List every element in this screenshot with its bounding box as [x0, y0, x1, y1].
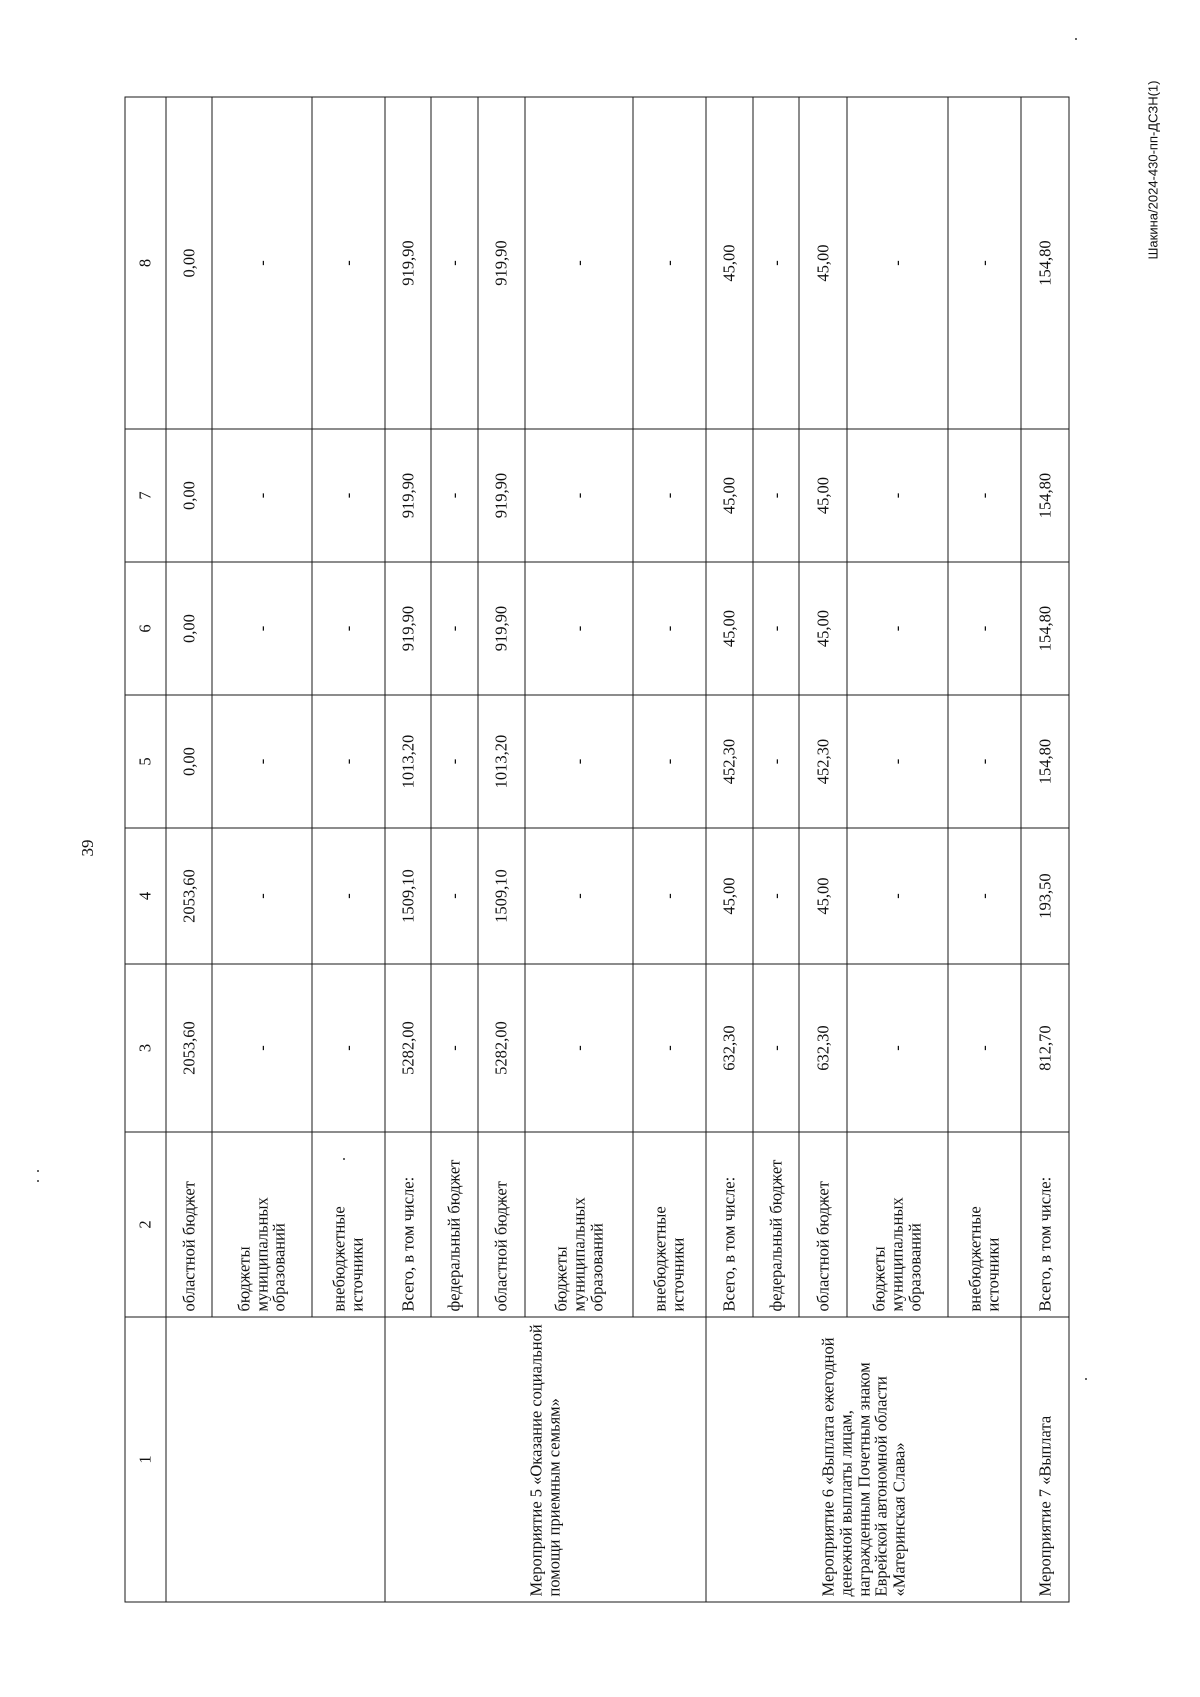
value-cell: -	[312, 97, 385, 429]
event-name-cell	[166, 1317, 385, 1602]
value-cell: -	[633, 429, 706, 562]
value-cell: 5282,00	[385, 964, 431, 1132]
value-cell: -	[633, 828, 706, 964]
value-cell: -	[753, 964, 799, 1132]
value-cell: -	[847, 562, 948, 695]
value-cell: -	[212, 97, 311, 429]
document-code: Шакина/2024-430-пп-ДСЗН(1)	[1145, 80, 1161, 260]
table-row	[385, 97, 431, 1602]
value-cell: 154,80	[1021, 695, 1069, 828]
funding-source: федеральный бюджет	[753, 1132, 799, 1317]
value-cell: -	[525, 828, 633, 964]
value-cell: -	[312, 562, 385, 695]
value-cell: 0,00	[166, 97, 212, 429]
value-cell: -	[431, 695, 477, 828]
value-cell: -	[633, 695, 706, 828]
value-cell: 452,30	[706, 695, 752, 828]
value-cell: 154,80	[1021, 562, 1069, 695]
value-cell: -	[753, 97, 799, 429]
value-cell: -	[525, 964, 633, 1132]
value-cell: -	[753, 429, 799, 562]
value-cell: -	[948, 429, 1021, 562]
value-cell: -	[525, 562, 633, 695]
value-cell: 45,00	[706, 97, 752, 429]
value-cell: -	[431, 97, 477, 429]
value-cell: -	[212, 562, 311, 695]
value-cell: 45,00	[799, 429, 846, 562]
column-number: 1	[125, 1317, 166, 1602]
value-cell: 1013,20	[478, 695, 525, 828]
value-cell: 919,90	[478, 429, 525, 562]
value-cell: -	[753, 828, 799, 964]
funding-source: бюджеты муниципальных образований	[847, 1132, 948, 1317]
value-cell: -	[525, 429, 633, 562]
value-cell: -	[525, 97, 633, 429]
value-cell: -	[431, 429, 477, 562]
value-cell: 45,00	[799, 562, 846, 695]
column-number: 4	[125, 828, 166, 964]
budget-table-rotated	[125, 98, 1070, 1603]
scan-speck	[1075, 38, 1077, 40]
value-cell: -	[212, 429, 311, 562]
column-number: 7	[125, 429, 166, 562]
funding-source: внебюджетные источники	[633, 1132, 706, 1317]
value-cell: 0,00	[166, 429, 212, 562]
value-cell: -	[847, 97, 948, 429]
funding-source: Всего, в том числе:	[385, 1132, 431, 1317]
funding-source: областной бюджет	[166, 1132, 212, 1317]
scan-speck	[37, 1170, 39, 1172]
funding-source: бюджеты муниципальных образований	[212, 1132, 311, 1317]
value-cell: 5282,00	[478, 964, 525, 1132]
value-cell: 1509,10	[385, 828, 431, 964]
funding-source: областной бюджет	[799, 1132, 846, 1317]
event-6-title: Мероприятие 6 «Выплата ежегодной денежной выплаты лицам, награжденным Почетным знаком Еврейской автономной области «Материнская Слава»	[706, 1317, 1021, 1602]
value-cell: 1013,20	[385, 695, 431, 828]
value-cell: -	[431, 562, 477, 695]
value-cell: 919,90	[385, 562, 431, 695]
value-cell: -	[847, 429, 948, 562]
value-cell: 812,70	[1021, 964, 1069, 1132]
funding-source: внебюджетные источники	[312, 1132, 385, 1317]
table-row	[1021, 97, 1069, 1602]
scan-speck	[1085, 1378, 1087, 1380]
value-cell: 919,90	[385, 97, 431, 429]
value-cell: 45,00	[706, 562, 752, 695]
event-5-title: Мероприятие 5 «Оказание социальной помощи приемным семьям»	[385, 1317, 706, 1602]
column-number: 5	[125, 695, 166, 828]
value-cell: -	[633, 562, 706, 695]
value-cell: 154,80	[1021, 429, 1069, 562]
value-cell: -	[312, 429, 385, 562]
value-cell: 0,00	[166, 562, 212, 695]
value-cell: 919,90	[385, 429, 431, 562]
value-cell: 919,90	[478, 97, 525, 429]
budget-table	[125, 97, 1070, 1603]
column-number: 3	[125, 964, 166, 1132]
value-cell: 2053,60	[166, 828, 212, 964]
value-cell: 452,30	[799, 695, 846, 828]
value-cell: 1509,10	[478, 828, 525, 964]
value-cell: 45,00	[706, 429, 752, 562]
funding-source: федеральный бюджет	[431, 1132, 477, 1317]
value-cell: -	[948, 695, 1021, 828]
value-cell: -	[948, 828, 1021, 964]
page-number: 39	[78, 839, 97, 857]
value-cell: 632,30	[706, 964, 752, 1132]
value-cell: 193,50	[1021, 828, 1069, 964]
value-cell: 45,00	[799, 828, 846, 964]
value-cell: 154,80	[1021, 97, 1069, 429]
value-cell: -	[212, 964, 311, 1132]
value-cell: 0,00	[166, 695, 212, 828]
value-cell: -	[948, 97, 1021, 429]
value-cell: -	[525, 695, 633, 828]
funding-source: Всего, в том числе:	[1021, 1132, 1069, 1317]
value-cell: 45,00	[706, 828, 752, 964]
value-cell: -	[847, 828, 948, 964]
column-number: 2	[125, 1132, 166, 1317]
value-cell: -	[948, 964, 1021, 1132]
funding-source: внебюджетные источники	[948, 1132, 1021, 1317]
value-cell: -	[948, 562, 1021, 695]
value-cell: -	[312, 828, 385, 964]
funding-source: бюджеты муниципальных образований	[525, 1132, 633, 1317]
value-cell: -	[212, 695, 311, 828]
value-cell: -	[847, 695, 948, 828]
table-row	[706, 97, 752, 1602]
value-cell: -	[431, 828, 477, 964]
event-7-title: Мероприятие 7 «Выплата	[1021, 1317, 1069, 1602]
value-cell: -	[633, 97, 706, 429]
scan-speck	[37, 1180, 39, 1182]
column-number: 6	[125, 562, 166, 695]
column-number: 8	[125, 97, 166, 429]
funding-source: Всего, в том числе:	[706, 1132, 752, 1317]
table-row	[166, 97, 212, 1602]
value-cell: -	[312, 964, 385, 1132]
value-cell: -	[212, 828, 311, 964]
value-cell: 919,90	[478, 562, 525, 695]
value-cell: 632,30	[799, 964, 846, 1132]
value-cell: -	[633, 964, 706, 1132]
value-cell: -	[312, 695, 385, 828]
value-cell: -	[753, 695, 799, 828]
funding-source: областной бюджет	[478, 1132, 525, 1317]
value-cell: -	[753, 562, 799, 695]
value-cell: 45,00	[799, 97, 846, 429]
value-cell: -	[847, 964, 948, 1132]
value-cell: 2053,60	[166, 964, 212, 1132]
value-cell: -	[431, 964, 477, 1132]
header-row	[125, 97, 166, 1602]
